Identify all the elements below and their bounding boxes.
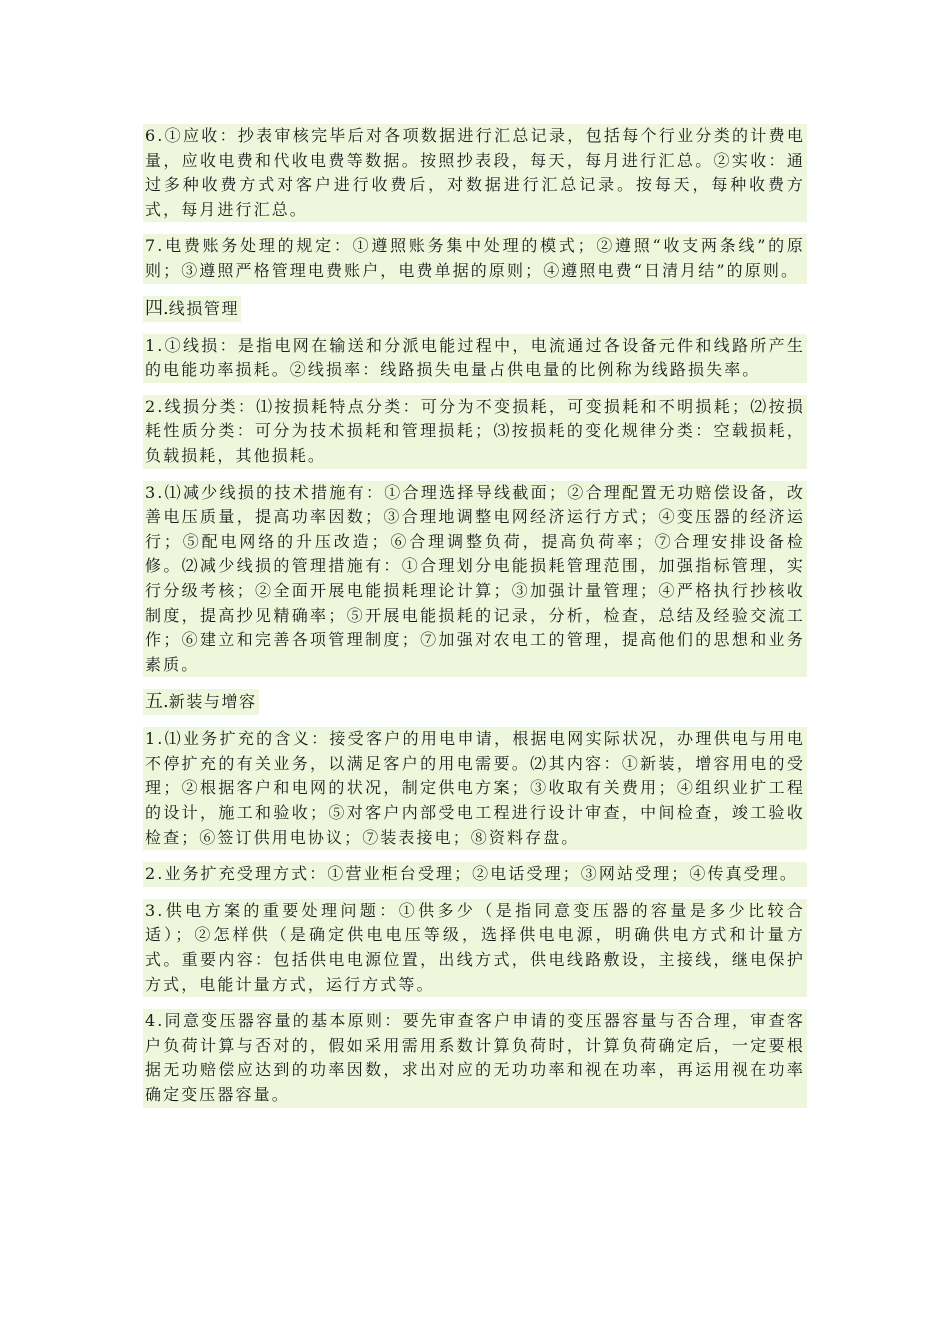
section-4-heading-wrap (143, 296, 807, 334)
section-5-heading-wrap (143, 689, 807, 727)
paragraph-4-2: 2.线损分类：⑴按损耗特点分类：可分为不变损耗，可变损耗和不明损耗；⑵按损耗性质分类：可分为技术损耗和管理损耗；⑶按损耗的变化规律分类：空载损耗，负载损耗，其他损耗。 (143, 395, 807, 469)
section-number: 四. (145, 297, 169, 319)
paragraph-6: 6.①应收：抄表审核完毕后对各项数据进行汇总记录，包括每个行业分类的计费电量，应收电费和代收电费等数据。按照抄表段，每天，每月进行汇总。②实收：通过多种收费方式对客户进行收费后，对数据进行汇总记录。按每天，每种收费方式，每月进行汇总。 (143, 124, 807, 222)
paragraph-7: 7.电费账务处理的规定：①遵照账务集中处理的模式；②遵照“收支两条线”的原则；③遵照严格管理电费账户，电费单据的原则；④遵照电费“日清月结”的原则。 (143, 234, 807, 283)
paragraph-4-1: 1.①线损：是指电网在输送和分派电能过程中，电流通过各设备元件和线路所产生的电能功率损耗。②线损率：线路损失电量占供电量的比例称为线路损失率。 (143, 334, 807, 383)
paragraph-5-3: 3.供电方案的重要处理问题：①供多少（是指同意变压器的容量是多少比较合适）；②怎样供（是确定供电电压等级，选择供电电源，明确供电方式和计量方式。重要内容：包括供电电源位置，出线方式，供电线路敷设，主接线，继电保护方式，电能计量方式，运行方式等。 (143, 899, 807, 997)
paragraph-5-1: 1.⑴业务扩充的含义：接受客户的用电申请，根据电网实际状况，办理供电与用电不停扩充的有关业务，以满足客户的用电需要。⑵其内容：①新装，增容用电的受理；②根据客户和电网的状况，制定供电方案；③收取有关费用；④组织业扩工程的设计，施工和验收；⑤对客户内部受电工程进行设计审查，中间检查，竣工验收检查；⑥签订供用电协议；⑦装表接电；⑧资料存盘。 (143, 727, 807, 850)
section-title: 线损管理 (168, 298, 240, 318)
document-page (143, 124, 807, 1120)
paragraph-5-2: 2.业务扩充受理方式：①营业柜台受理；②电话受理；③网站受理；④传真受理。 (143, 862, 807, 887)
section-number: 五. (145, 691, 169, 713)
section-title: 新装与增容 (168, 692, 257, 712)
paragraph-4-3: 3.⑴减少线损的技术措施有：①合理选择导线截面；②合理配置无功赔偿设备，改善电压质量，提高功率因数；③合理地调整电网经济运行方式；④变压器的经济运行；⑤配电网络的升压改造；⑥合理调整负荷，提高负荷率；⑦合理安排设备检修。⑵减少线损的管理措施有：①合理划分电能损耗管理范围，加强指标管理，实行分级考核；②全面开展电能损耗理论计算；③加强计量管理；④严格执行抄核收制度，提高抄见精确率；⑤开展电能损耗的记录，分析，检查，总结及经验交流工作；⑥建立和完善各项管理制度；⑦加强对农电工的管理，提高他们的思想和业务素质。 (143, 481, 807, 678)
section-heading (143, 689, 259, 715)
paragraph-5-4: 4.同意变压器容量的基本原则：要先审查客户申请的变压器容量与否合理，审查客户负荷计算与否对的，假如采用需用系数计算负荷时，计算负荷确定后，一定要根据无功赔偿应达到的功率因数，求出对应的无功功率和视在功率，再运用视在功率确定变压器容量。 (143, 1009, 807, 1107)
section-heading (143, 296, 241, 322)
